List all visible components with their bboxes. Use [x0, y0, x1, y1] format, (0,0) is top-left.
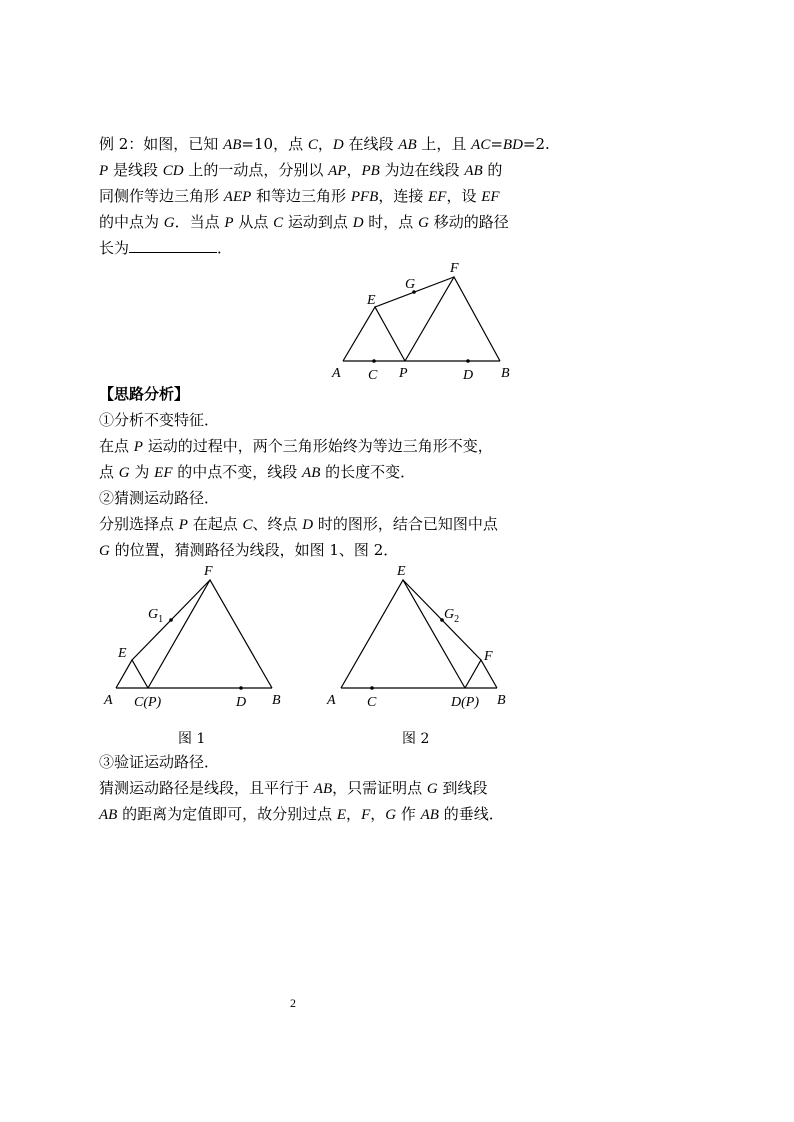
- fig2-triangle-aep: [341, 580, 465, 688]
- text-segment: 为: [129, 463, 155, 481]
- text-segment: 点: [99, 463, 119, 481]
- point-c: [372, 359, 376, 363]
- math-symbol: AB: [223, 137, 242, 153]
- text-segment: =: [490, 135, 503, 153]
- math-symbol: C: [273, 215, 284, 231]
- text-segment: 时的图形，结合已知图中点: [313, 515, 498, 533]
- text-segment: 时，点: [363, 213, 419, 231]
- math-symbol: P: [133, 439, 143, 455]
- fig2-label-f: F: [484, 649, 493, 664]
- text-segment: 的中点不变，线段: [172, 463, 303, 481]
- math-symbol: G: [418, 215, 429, 231]
- fig1-label-g1: $G_1$: [148, 607, 164, 625]
- math-symbol: G: [99, 543, 110, 559]
- text-segment: ，设: [446, 187, 482, 205]
- label-p: P: [399, 366, 408, 381]
- point-d: [466, 359, 470, 363]
- fig2-triangle-pfb: [465, 660, 497, 688]
- label-a: A: [332, 366, 341, 381]
- text-segment: 是线段: [108, 161, 163, 179]
- analysis-heading: 【思路分析】: [99, 385, 190, 403]
- step3-title: ③验证运动路径．: [99, 753, 220, 771]
- main-figure: [330, 260, 520, 385]
- math-symbol: AB: [398, 137, 417, 153]
- text-segment: 的距离为定值即可，故分别过点: [117, 805, 337, 823]
- math-symbol: G: [118, 465, 130, 481]
- text-segment: 在点: [99, 437, 134, 455]
- problem-line-3: [99, 186, 500, 207]
- step1-title: ①分析不变特征．: [99, 411, 220, 429]
- math-symbol: G: [426, 781, 438, 797]
- text-segment: 的位置，猜测路径为线段，如图 1、图 2．: [109, 541, 399, 559]
- math-symbol: EF: [154, 465, 173, 481]
- math-symbol: C: [242, 517, 253, 533]
- math-symbol: AB: [302, 465, 321, 481]
- fig1-triangle-aep: [116, 660, 148, 688]
- math-symbol: AEP: [223, 189, 252, 205]
- math-symbol: P: [224, 215, 234, 231]
- text-segment: 作: [396, 805, 421, 823]
- math-symbol: F: [361, 807, 371, 823]
- math-symbol: PFB: [350, 189, 379, 205]
- fig1-label-d: D: [236, 695, 247, 710]
- label-b: B: [501, 366, 510, 381]
- text-segment: 在线段: [343, 135, 399, 153]
- problem-line-4: [99, 212, 509, 233]
- answer-suffix: ．: [217, 239, 233, 257]
- fig2-label-e: E: [397, 564, 406, 579]
- fig1-label-b: B: [272, 693, 281, 708]
- fig1-triangle-pfb: [148, 580, 272, 688]
- text-segment: 和等边三角形: [251, 187, 351, 205]
- text-segment: 的中点为: [99, 213, 164, 231]
- text-segment: ，: [346, 161, 362, 179]
- text-segment: 在起点: [187, 515, 243, 533]
- text-segment: ，: [370, 805, 386, 823]
- page-number: 2: [290, 996, 296, 1010]
- fig2-label-g2: $G_2$: [444, 607, 460, 625]
- problem-line-5: [99, 238, 232, 258]
- text-segment: ，连接: [378, 187, 429, 205]
- label-f: F: [450, 261, 459, 276]
- math-symbol: AP: [328, 163, 347, 179]
- math-symbol: AB: [464, 163, 483, 179]
- math-symbol: AB: [420, 807, 439, 823]
- math-symbol: P: [99, 163, 109, 179]
- text-segment: ，只需证明点: [332, 779, 427, 797]
- label-e: E: [367, 293, 376, 308]
- text-segment: =2.: [522, 135, 550, 153]
- problem-line-1: [99, 134, 550, 155]
- fig1-point-d: [239, 686, 243, 690]
- text-segment: 从点: [233, 213, 274, 231]
- figure-2-caption: 图 2: [402, 731, 430, 747]
- math-symbol: EF: [428, 189, 447, 205]
- math-symbol: CD: [162, 163, 184, 179]
- math-symbol: PB: [361, 163, 380, 179]
- fig1-label-e: E: [118, 646, 127, 661]
- fig2-label-a: A: [327, 693, 336, 708]
- fig1-label-cp: C(P): [134, 695, 162, 710]
- answer-prefix: 长为: [99, 239, 130, 257]
- fig2-point-c: [370, 686, 374, 690]
- text-segment: ，: [346, 805, 362, 823]
- fig2-label-c: C: [367, 695, 377, 710]
- fig1-point-g1: [169, 618, 173, 622]
- step1-line-1: [99, 436, 493, 457]
- step2-line-2: [99, 540, 398, 561]
- label-c: C: [368, 368, 378, 383]
- label-g: G: [405, 277, 416, 292]
- text-segment: 到线段: [437, 779, 488, 797]
- text-segment: =10，点: [241, 135, 308, 153]
- math-symbol: P: [178, 517, 188, 533]
- step3-line-2: [99, 804, 504, 825]
- fig2-label-b: B: [497, 693, 506, 708]
- math-symbol: AB: [99, 807, 118, 823]
- math-symbol: D: [352, 215, 364, 231]
- text-segment: 分别选择点: [99, 515, 179, 533]
- text-segment: 上的一动点，分别以: [183, 161, 329, 179]
- triangle-aep: [343, 307, 405, 361]
- text-segment: 猜测运动路径是线段，且平行于: [99, 779, 314, 797]
- math-symbol: EF: [481, 189, 500, 205]
- text-segment: 例 2：如图，已知: [99, 135, 224, 153]
- text-segment: ，: [317, 135, 333, 153]
- text-segment: 为边在线段: [379, 161, 465, 179]
- math-symbol: G: [385, 807, 397, 823]
- text-segment: ．当点: [174, 213, 225, 231]
- math-symbol: G: [163, 215, 175, 231]
- step2-line-1: [99, 514, 498, 535]
- math-symbol: AB: [313, 781, 333, 797]
- text-segment: 的: [482, 161, 503, 179]
- answer-blank: [129, 239, 217, 253]
- step3-line-1: [99, 778, 488, 799]
- text-segment: 同侧作等边三角形: [99, 187, 224, 205]
- figure-2: [325, 560, 525, 710]
- figure-1-caption: 图 1: [178, 731, 206, 747]
- fig1-label-a: A: [104, 693, 113, 708]
- math-symbol: E: [336, 807, 347, 823]
- fig2-label-dp: D(P): [451, 695, 479, 710]
- step2-title: ②猜测运动路径．: [99, 489, 220, 507]
- label-d: D: [463, 368, 474, 383]
- math-symbol: D: [332, 137, 344, 153]
- math-symbol: BD: [502, 137, 523, 153]
- text-segment: 、终点: [252, 515, 303, 533]
- text-segment: 的长度不变．: [320, 463, 416, 481]
- math-symbol: D: [302, 517, 314, 533]
- text-segment: 的垂线．: [438, 805, 504, 823]
- text-segment: 上，且: [416, 135, 472, 153]
- step1-line-2: [99, 462, 415, 483]
- text-segment: 运动的过程中，两个三角形始终为等边三角形不变，: [142, 437, 493, 455]
- math-symbol: C: [307, 137, 318, 153]
- figure-1: [100, 560, 300, 710]
- text-segment: 移动的路径: [428, 213, 509, 231]
- text-segment: 运动到点: [283, 213, 353, 231]
- problem-line-2: [99, 160, 502, 181]
- math-symbol: AC: [471, 137, 491, 153]
- fig1-label-f: F: [204, 564, 213, 579]
